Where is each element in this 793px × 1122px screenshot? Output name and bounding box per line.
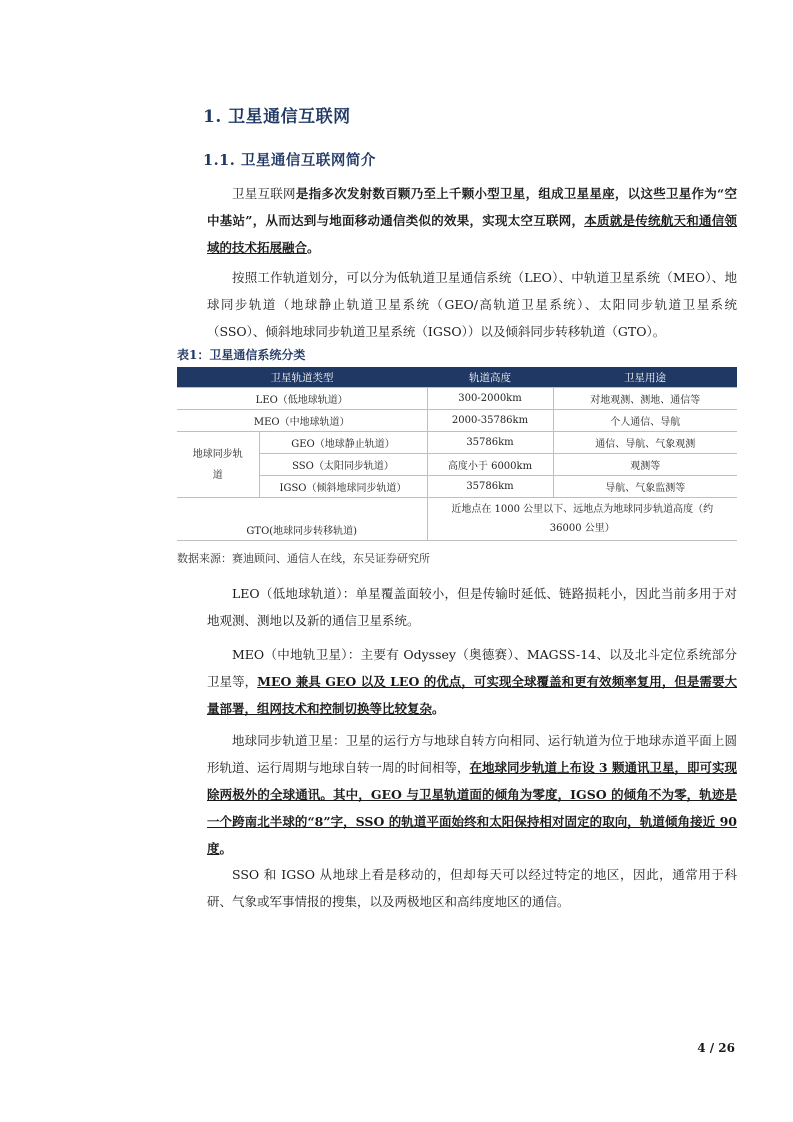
header-orbit-height: 轨道高度 [427,367,553,388]
cell-height: 高度小于 6000km [427,454,553,476]
cell-type: LEO（低地球轨道） [177,388,427,410]
header-satellite-use: 卫星用途 [553,367,737,388]
table-row [177,498,737,541]
cell-description: 近地点在 1000 公里以下、远地点为地球同步轨道高度（约 36000 公里） [427,498,737,541]
table-row [177,476,737,498]
leo-paragraph: LEO（低地球轨道）：单星覆盖面较小，但是传输时延低、链路损耗小，因此当前多用于对地观测、测地以及新的通信卫星系统。 [207,586,737,628]
orbit-classification-paragraph: 按照工作轨道划分，可以分为低轨道卫星通信系统（LEO）、中轨道卫星系统（MEO）、地球同步轨道（地球静止轨道卫星系统（GEO/高轨道卫星系统）、太阳同步轨道卫星系统（SSO）、倾斜地球同步轨道卫星系统（IGSO））以及倾斜同步转移轨道（GTO）。 [207,270,737,339]
geo-end: 。 [219,841,233,856]
intro-term: 卫星互联网 [232,186,296,201]
geo-group-label-1: 地球同步轨 [192,448,243,460]
table-caption: 表1：卫星通信系统分类 [177,348,306,362]
subsection-heading: 1.1. 卫星通信互联网简介 [203,152,376,169]
table-row [177,454,737,476]
cell-use: 观测等 [553,454,737,476]
data-source-note: 数据来源：赛迪顾问、通信人在线，东吴证券研究所 [177,552,430,565]
sso-igso-paragraph: SSO 和 IGSO 从地球上看是移动的，但却每天可以经过特定的地区，因此，通常用于科研、气象或军事情报的搜集，以及两极地区和高纬度地区的通信。 [207,867,737,909]
table-row [177,432,737,454]
meo-paragraph [207,641,737,722]
cell-height: 300-2000km [427,388,553,410]
intro-essence: 本质就是传统航天和通信领域的技术拓展融合 [207,213,737,255]
intro-end: 。 [307,240,320,255]
page-number: 4 / 26 [697,1041,735,1055]
cell-height: 35786km [427,432,553,454]
geo-intro: 地球同步轨道卫星：卫星的运行方与地球自转方向相同、运行轨道为位于地球赤道平面上圆形轨道、运行周期与地球自转一周的时间相等， [207,733,737,775]
cell-type: MEO（中地球轨道） [177,410,427,432]
meo-intro: MEO（中地轨卫星）：主要有 Odyssey（奥德赛）、MAGSS-14、以及北斗定位系统部分卫星等， [207,647,737,689]
cell-use: 对地观测、测地、通信等 [553,388,737,410]
cell-geo-group [177,432,259,498]
table-row [177,388,737,410]
geo-emphasis: 在地球同步轨道上布设 3 颗通讯卫星，即可实现除两极外的全球通讯。其中，GEO 与卫星轨道面的倾角为零度，IGSO 的倾角不为零，轨迹是一个跨南北半球的“8”字，SSO 的轨道平面始终和太阳保持相对固定的取向，轨道倾角接近 90 度 [207,760,737,856]
cell-type: GTO(地球同步转移轨道) [177,498,427,541]
cell-use: 个人通信、导航 [553,410,737,432]
intro-paragraph [207,180,737,261]
cell-type: IGSO（倾斜地球同步轨道） [259,476,427,498]
header-orbit-type: 卫星轨道类型 [177,367,427,388]
cell-use: 导航、气象监测等 [553,476,737,498]
cell-height: 35786km [427,476,553,498]
cell-type: SSO（太阳同步轨道） [259,454,427,476]
section-heading: 1. 卫星通信互联网 [203,107,351,127]
cell-use: 通信、导航、气象观测 [553,432,737,454]
satellite-classification-table [177,367,737,541]
table-header-row [177,367,737,388]
meo-emphasis: MEO 兼具 GEO 以及 LEO 的优点，可实现全球覆盖和更有效频率复用，但是需要大量部署，组网技术和控制切换等比较复杂 [207,674,737,716]
cell-type: GEO（地球静止轨道） [259,432,427,454]
geo-group-label-2: 道 [212,469,223,481]
meo-end: 。 [432,701,445,716]
intro-definition: 是指多次发射数百颗乃至上千颗小型卫星，组成卫星星座，以这些卫星作为“空中基站”，从而达到与地面移动通信类似的效果，实现太空互联网， [207,186,737,228]
cell-height: 2000-35786km [427,410,553,432]
table-row [177,410,737,432]
geo-paragraph [207,727,737,862]
